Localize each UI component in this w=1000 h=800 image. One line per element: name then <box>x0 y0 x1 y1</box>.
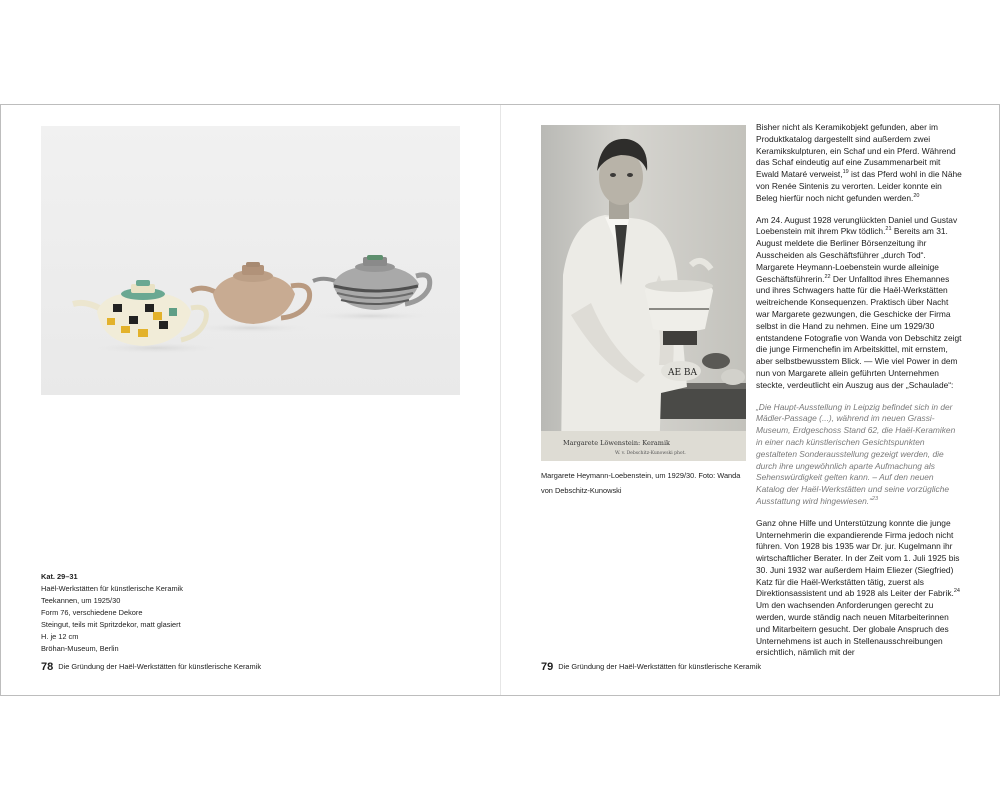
caption-line-material: Steingut, teils mit Spritzdekor, matt glasiert <box>41 620 181 629</box>
paragraph-1: Bisher nicht als Keramikobjekt gefunden, aber im Produktkatalog dargestellt sind außerdem zwei Keramikskulpturen, ein Schaf und ein Pferd. Während das Schaf eindeutig auf eine Zusammenarbeit mit Ewald Mataré verweist,$^{19}$ ist das Pferd wohl in die Nähe von Renée Sintenis zu verorten. Leider konnte ein Beleg hierfür noch nicht gefunden werden.$^{20}$ <box>756 122 962 203</box>
footnote-ref[interactable]: 21 <box>885 226 892 233</box>
footnote-ref[interactable]: 24 <box>953 588 960 595</box>
page-number: 79 <box>541 661 554 673</box>
paragraph-3: Ganz ohne Hilfe und Unterstützung konnte die junge Unternehmerin die expandierende Firma jedoch nicht führen. Von 1928 bis 1935 war Dr. jur. Kugelmann ihr wirtschaftlicher Berater. In der Zeit vom 1. Juli 1925 bis 30. Juni 1932 war außerdem Haim Eliezer (Siegfried) Katz für die Haël-Werkstätten tätig, zuerst als Direktionsassistent und ab 1928 als Leiter der Fabrik.$^{24}$ Um den wachsenden Anforderungen gerecht zu werden, wurde ständig nach neuen Mitarbeiterinnen und Mitarbeitern gesucht. Der globale Anspruch des Unternehmens ist auch in Stellenausschreibungen ersichtlich, nämlich mit der <box>756 517 960 658</box>
folio-right <box>541 661 761 673</box>
grey-teapot <box>313 255 430 310</box>
footnote-ref[interactable]: 19 <box>842 169 849 176</box>
catalog-number: Kat. 29–31 <box>41 572 78 581</box>
photo-inscription-line-1: Margarete Löwenstein: Keramik <box>563 439 670 447</box>
running-head: Die Gründung der Haël-Werkstätten für künstlerische Keramik <box>558 662 762 671</box>
catalog-caption <box>41 571 271 655</box>
paragraph-2: Am 24. August 1928 verunglückten Daniel und Gustav Loebenstein mit ihrem Pkw tödlich.$^{21}$ Bereits am 31. August meldete die Berliner Börsenzeitung ihr Ausscheiden als Geschäftsführer „durch Tod“. Margarete Heymann-Loebenstein wurde alleinige Geschäftsführerin.$^{22}$ Der Unfalltod ihres Ehemannes und ihres Schwagers hatte für die Haël-Werkstätten weitreichende Konsequenzen. Praktisch über Nacht war Margarete gezwungen, die Geschicke der Firma selbst in die Hand zu nehmen. Eine um 1929/30 entstandene Fotografie von Wanda von Debschitz zeigt die junge Firmenchefin im Arbeitskittel, mit ernstem, aber selbstbewusstem Blick. — Wie viel Power in dem nun von Margarete allein geführten Unternehmen steckte, verdeutlicht ein Auszug aus der „Schaulade“: <box>756 214 962 390</box>
caption-line-form: Form 76, verschiedene Dekore <box>41 608 143 617</box>
footnote-ref[interactable]: 23 <box>871 495 879 502</box>
caption-line-maker: Haël-Werkstätten für künstlerische Keramik <box>41 584 183 593</box>
footnote-ref[interactable]: 22 <box>824 273 831 280</box>
page-number: 78 <box>41 661 54 673</box>
running-head: Die Gründung der Haël-Werkstätten für künstlerische Keramik <box>58 662 262 671</box>
caption-line-height: H. je 12 cm <box>41 632 79 641</box>
teapots-illustration <box>41 126 460 395</box>
gutter <box>500 105 501 695</box>
decorated-teapot <box>73 280 206 346</box>
svg-text:AE BA: AE BA <box>668 368 698 378</box>
book-spread <box>0 104 1000 696</box>
body-text-column <box>756 122 964 669</box>
photo-inscription-line-2: W. v. Debschitz-Kunowski phot. <box>615 451 686 456</box>
portrait-illustration <box>541 125 746 461</box>
block-quote: „Die Haupt-Ausstellung in Leipzig befindet sich in der Mädler-Passage (...), während im neuen Grassi-Museum, Erdgeschoss Stand 62, die Haël-Keramiken in einer nach künstlerischen Gesichtspunkten gestalteten Sonderausstellung gezeigt werden, die durch ihre ungewöhnlich aparte Aufmachung als Sehenswürdigkeit gelten kann. – Auf den neuen Katalog der Haël-Werkstätten und seine vorzügliche Ausstattung wird hingewiesen.“$^{23}$ <box>756 401 956 506</box>
caption-line-object: Teekannen, um 1925/30 <box>41 596 121 605</box>
caption-line-collection: Bröhan-Museum, Berlin <box>41 644 119 653</box>
portrait-photo <box>541 125 746 461</box>
portrait-caption: Margarete Heymann-Loebenstein, um 1929/30. Foto: Wanda von Debschitz-Kunowski <box>541 471 741 495</box>
folio-left <box>41 661 261 673</box>
footnote-ref[interactable]: 20 <box>913 192 920 199</box>
teapots-photo <box>41 126 460 395</box>
